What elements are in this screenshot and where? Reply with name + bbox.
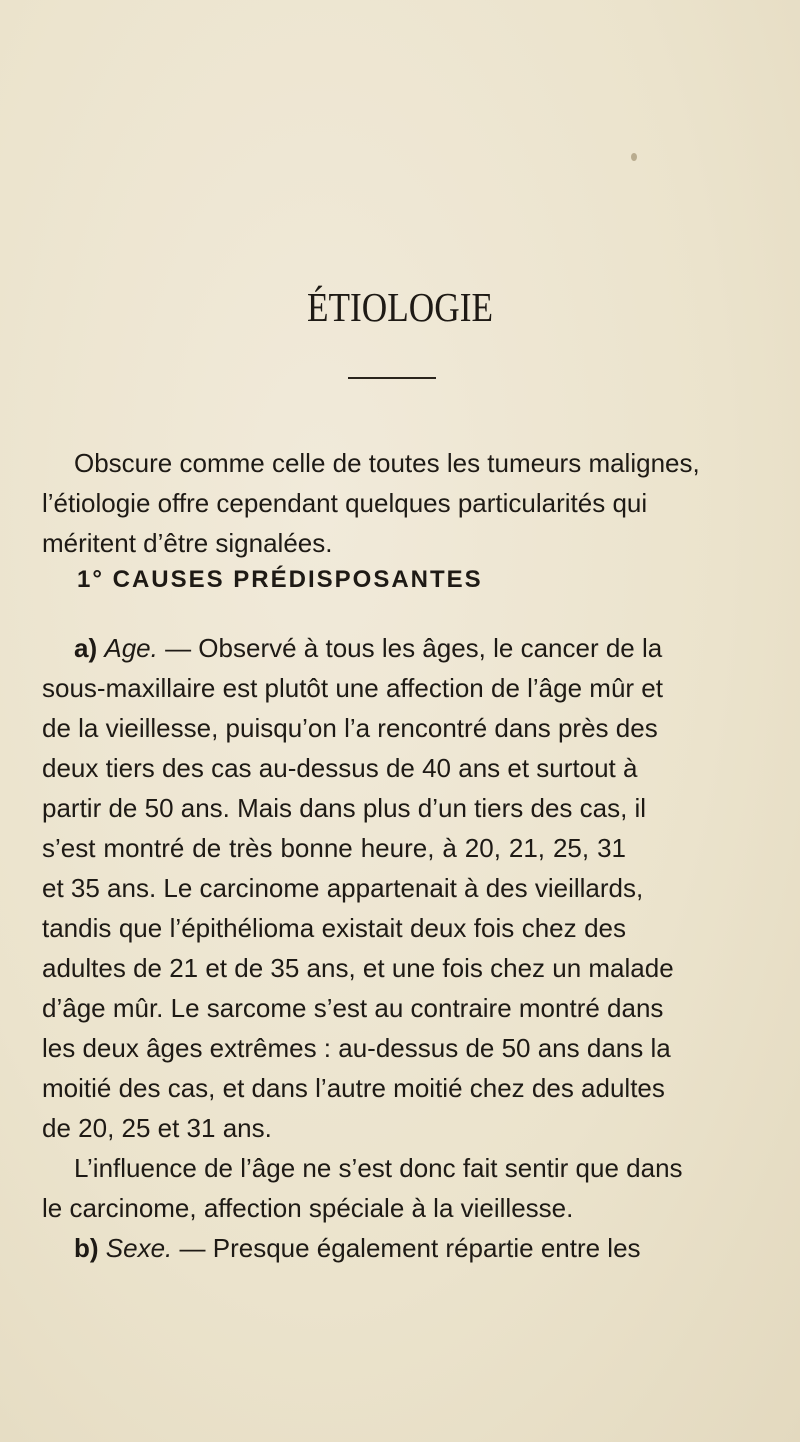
text-line: Obscure comme celle de toutes les tumeurs malignes, <box>74 448 700 478</box>
paper-spot <box>631 153 637 161</box>
text-line: de 20, 25 et 31 ans. <box>42 1113 272 1143</box>
text-fragment: — Observé à tous les âges, le cancer de la <box>157 633 663 663</box>
item-keyword: Age. <box>104 633 158 663</box>
text-line: s’est montré de très bonne heure, à 20, 21, 25, 31 <box>42 833 626 863</box>
intro-paragraph <box>42 443 700 563</box>
item-marker: b) <box>74 1233 99 1263</box>
text-line: tandis que l’épithélioma existait deux fois chez des <box>42 913 626 943</box>
text-line: L’influence de l’âge ne s’est donc fait sentir que dans <box>74 1153 683 1183</box>
text-line: le carcinome, affection spéciale à la vieillesse. <box>42 1193 574 1223</box>
title-rule <box>348 377 436 379</box>
item-marker: a) <box>74 633 98 663</box>
text-line <box>42 1228 641 1268</box>
item-keyword: Sexe. <box>105 1233 173 1263</box>
text-line: adultes de 21 et de 35 ans, et une fois chez un malade <box>42 953 674 983</box>
text-fragment: — Presque également répartie entre les <box>172 1233 641 1263</box>
text-line: sous-maxillaire est plutôt une affection de l’âge mûr et <box>42 673 663 703</box>
text-line: l’étiologie offre cependant quelques particularités qui <box>42 488 648 518</box>
text-line <box>42 628 663 668</box>
text-line: moitié des cas, et dans l’autre moitié chez des adultes <box>42 1073 665 1103</box>
section-heading: 1° CAUSES PRÉDISPOSANTES <box>77 566 483 593</box>
text-line: les deux âges extrêmes : au-dessus de 50 ans dans la <box>42 1033 671 1063</box>
page-title: ÉTIOLOGIE <box>306 284 494 330</box>
age-paragraph <box>42 628 683 1268</box>
text-line: deux tiers des cas au-dessus de 40 ans et surtout à <box>42 753 638 783</box>
text-line: et 35 ans. Le carcinome appartenait à des vieillards, <box>42 873 644 903</box>
text-line: d’âge mûr. Le sarcome s’est au contraire montré dans <box>42 993 664 1023</box>
text-line: de la vieillesse, puisqu’on l’a rencontré dans près des <box>42 713 658 743</box>
text-line: partir de 50 ans. Mais dans plus d’un tiers des cas, il <box>42 793 647 823</box>
text-line: méritent d’être signalées. <box>42 528 333 558</box>
